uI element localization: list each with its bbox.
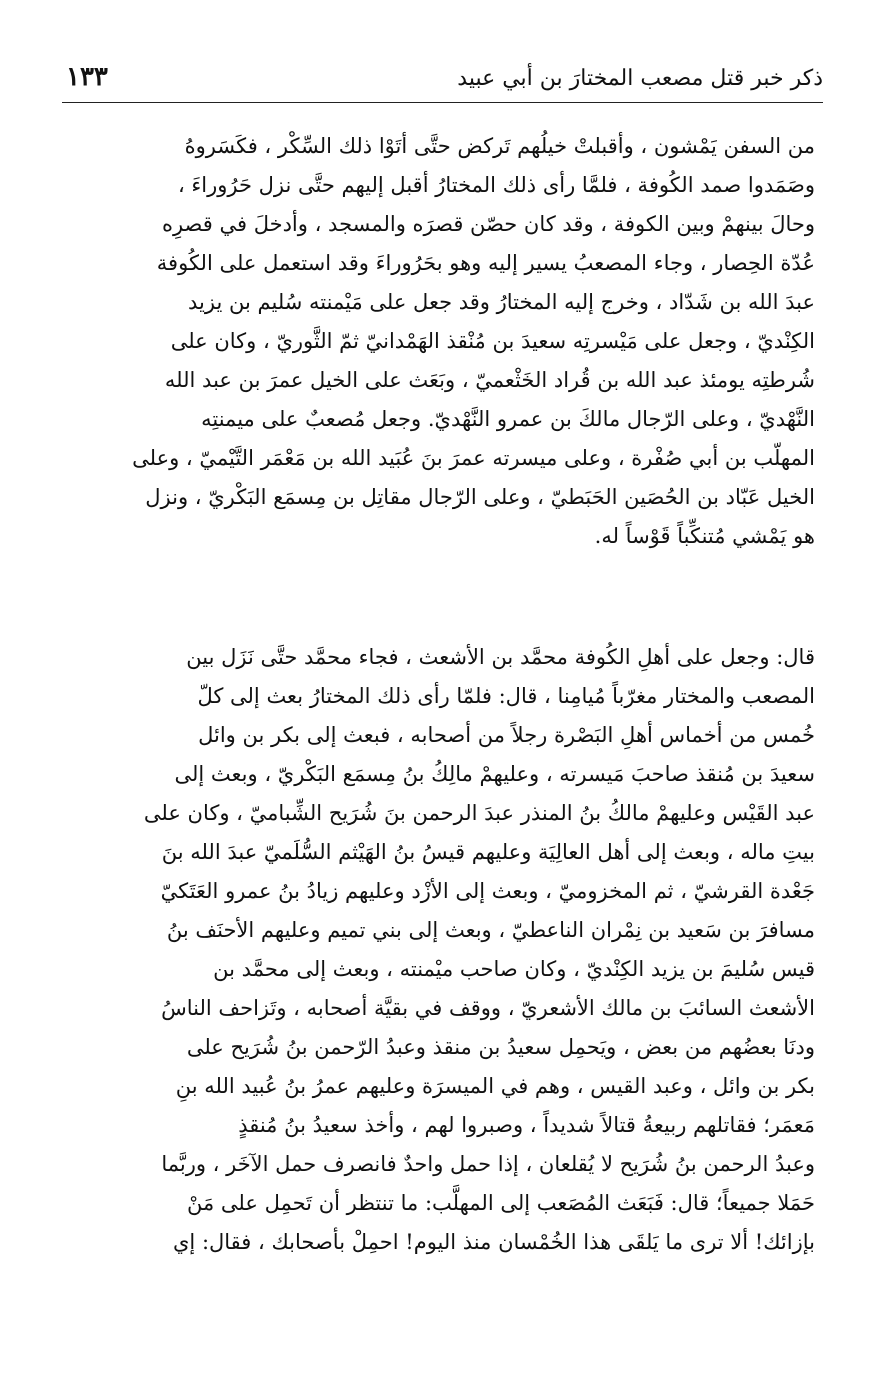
text-line: بكر بن وائل ، وعبد القيس ، وهم في الميسرَة وعليهم عمرُ بنُ عُبيد الله بنِ	[175, 1074, 815, 1098]
page-number: ١٣٣	[66, 62, 108, 92]
text-line: المصعب والمختار مغرّباً مُيامِنا ، قال: فلمّا رأى ذلك المختارُ بعث إلى كلّ	[197, 684, 815, 708]
page-header	[62, 58, 823, 103]
text-line: شُرطتِه يومئذ عبد الله بن قُراد الخَثْعميّ ، وبَعَث على الخيل عمرَ بن عبد الله	[164, 368, 815, 392]
text-line: الأشعث السائبَ بن مالك الأشعريّ ، ووقف في بقيَّة أصحابه ، وتَزاحف الناسُ	[161, 996, 815, 1020]
text-line: مسافرَ بن سَعيد بن نِمْران الناعطيّ ، وبعث إلى بني تميم وعليهم الأحنَف بنُ	[166, 918, 815, 942]
text-line: بيتِ ماله ، وبعث إلى أهل العالِيَة وعليهم قيسُ بنُ الهَيْثم السُّلَميّ عبدَ الله بنَ	[161, 840, 815, 864]
text-line: وصَمَدوا صمد الكُوفة ، فلمَّا رأى ذلك المختارُ أقبل إليهم حتَّى نزل حَرُوراءَ ،	[177, 173, 815, 197]
text-line: الكِنْديّ ، وجعل على مَيْسرتِه سعيدَ بن مُنْقذ الهَمْدانيّ ثمّ الثَّوريّ ، وكان على	[170, 329, 815, 353]
text-line: من السفن يَمْشون ، وأقبلتْ خيلُهم تَركض حتَّى أتَوْا ذلك السِّكْر ، فكَسَروهُ	[184, 134, 815, 158]
text-line: حَمَلا جميعاً؛ قال: فَبَعَث المُصَعب إلى المهلَّب: ما تنتظر أن تَحمِل على مَنْ	[187, 1191, 815, 1215]
paragraph-1	[62, 127, 815, 556]
text-line: بإزائك! ألا ترى ما يَلقَى هذا الخُمْسان منذ اليوم! احمِلْ بأصحابك ، فقال: إي	[173, 1230, 815, 1254]
text-line: جَعْدة القرشيّ ، ثم المخزوميّ ، وبعث إلى الأزْد وعليهم زيادُ بنُ عمرو العَتَكيّ	[160, 879, 815, 903]
running-title: ذكر خبر قتل مصعب المختارَ بن أبي عبيد	[457, 66, 823, 91]
paragraph-2	[62, 638, 815, 1262]
text-line: مَعمَر؛ فقاتلهم ربيعةُ قتالاً شديداً ، وصبروا لهم ، وأخذ سعيدُ بنُ مُنقذٍ	[238, 1113, 815, 1137]
text-line: ودنَا بعضُهم من بعض ، ويَحمِل سعيدُ بن منقذ وعبدُ الرّحمن بنُ شُرَيح على	[186, 1035, 815, 1059]
text-line: خُمس من أخماس أهلِ البَصْرة رجلاً من أصحابه ، فبعث إلى بكر بن وائل	[198, 723, 815, 747]
text-line: الخيل عَبّاد بن الحُصَين الحَبَطيّ ، وعلى الرّجال مقاتِل بن مِسمَع البَكْريّ ، ونزل	[145, 485, 815, 509]
text-line: النَّهْديّ ، وعلى الرّجال مالكَ بن عمرو النَّهْديّ. وجعل مُصعبٌ على ميمنتِه	[201, 407, 815, 431]
text-line: وحالَ بينهمْ وبين الكوفة ، وقد كان حصّن قصرَه والمسجد ، وأدخلَ في قصرِه	[161, 212, 815, 236]
text-line: قيس سُليمَ بن يزيد الكِنْديّ ، وكان صاحب ميْمنته ، وبعث إلى محمَّد بن	[213, 957, 815, 981]
text-line: هو يَمْشي مُتنكِّباً قَوْساً له.	[594, 524, 815, 548]
text-line: المهلّب بن أبي صُفْرة ، وعلى ميسرته عمرَ بنَ عُبَيد الله بن مَعْمَر التَّيْميّ ، وعلى	[132, 446, 815, 470]
text-line: وعبدُ الرحمن بنُ شُرَيح لا يُقلعان ، إذا حمل واحدٌ فانصرف حمل الآخَر ، وربَّما	[161, 1152, 815, 1176]
text-line: عُدّة الحِصار ، وجاء المصعبُ يسير إليه وهو بحَرُوراءَ وقد استعمل على الكُوفة	[156, 251, 815, 275]
text-line: سعيدَ بن مُنقذ صاحبَ مَيسرته ، وعليهمْ مالِكُ بنُ مِسمَع البَكْريّ ، وبعث إلى	[174, 762, 815, 786]
text-line: عبد القَيْس وعليهمْ مالكُ بنُ المنذر عبدَ الرحمن بنَ شُرَيح الشِّباميّ ، وكان على	[143, 801, 815, 825]
text-line: عبدَ الله بن شَدّاد ، وخرج إليه المختارُ وقد جعل على مَيْمنته سُليم بن يزيد	[188, 290, 815, 314]
text-line: قال: وجعل على أهلِ الكُوفة محمَّد بن الأشعث ، فجاء محمَّد حتَّى نَزَل بين	[186, 645, 815, 669]
